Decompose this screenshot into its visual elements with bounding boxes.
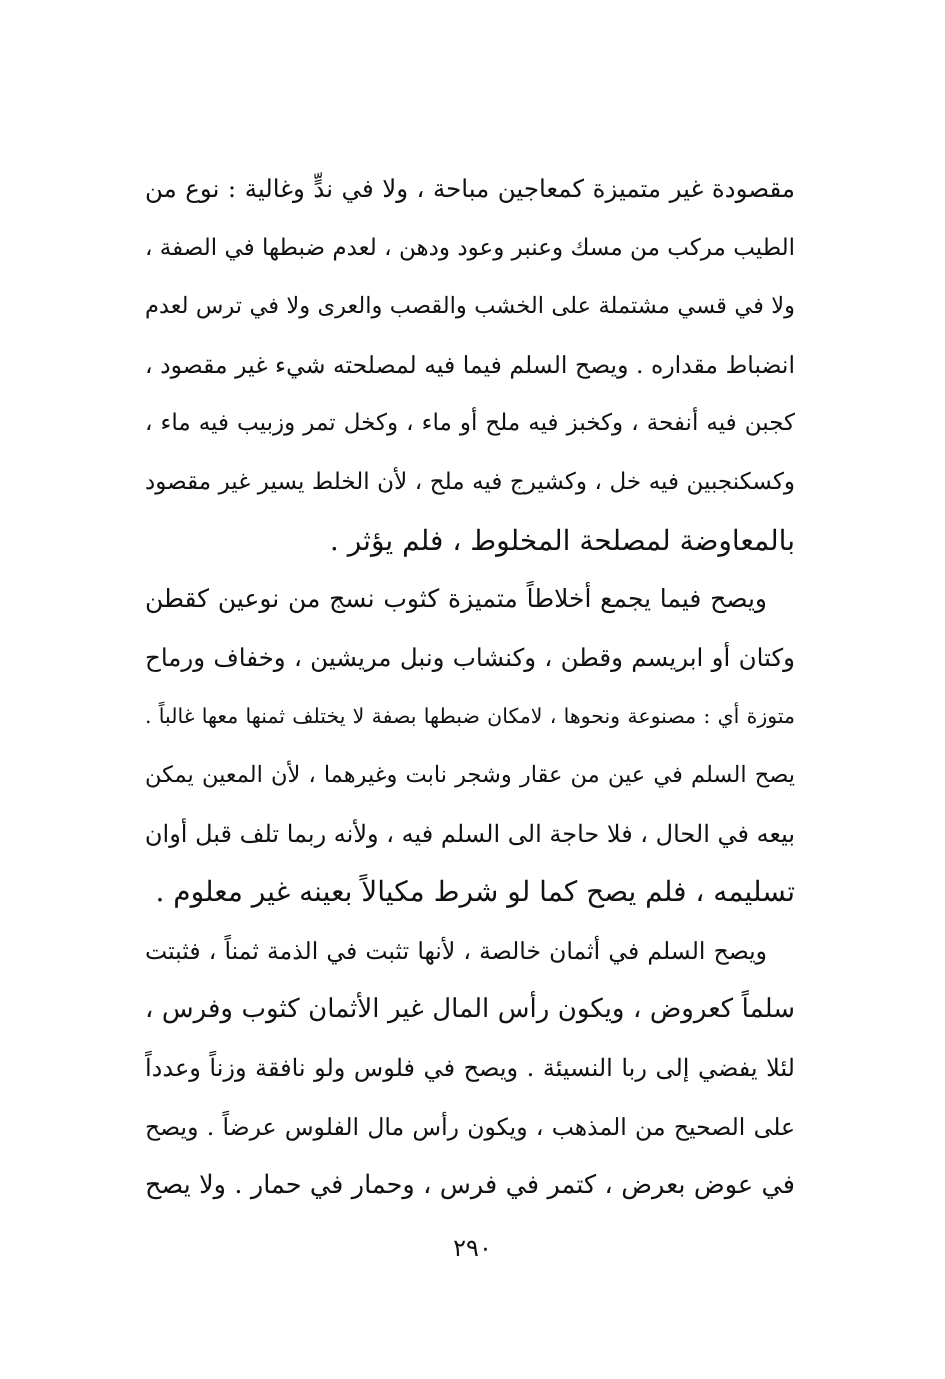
text-line: لئلا يفضي إلى ربا النسيئة . ويصح في فلوس ولو نافقة وزناً وعدداً xyxy=(145,1053,795,1082)
text-line: بالمعاوضة لمصلحة المخلوط ، فلم يؤثر . xyxy=(329,523,795,557)
text-line: ويصح فيما يجمع أخلاطاً متميزة كثوب نسج من نوعين كقطن xyxy=(145,584,767,614)
text-line: تسليمه ، فلم يصح كما لو شرط مكيالاً بعينه غير معلوم . xyxy=(155,875,795,909)
text-line: على الصحيح من المذهب ، ويكون رأس مال الفلوس عرضاً . ويصح xyxy=(145,1112,795,1141)
text-line: الطيب مركب من مسك وعنبر وعود ودهن ، لعدم ضبطها في الصفة ، xyxy=(145,234,795,261)
text-line: وكسكنجبين فيه خل ، وكشيرج فيه ملح ، لأن الخلط يسير غير مقصود xyxy=(145,468,795,495)
body-text xyxy=(145,160,795,1215)
page-number: ٢٩٠ xyxy=(453,1234,492,1262)
text-line: ولا في قسي مشتملة على الخشب والقصب والعرى ولا في ترس لعدم xyxy=(145,293,795,320)
text-line: متوزة أي : مصنوعة ونحوها ، لامكان ضبطها بصفة لا يختلف ثمنها معها غالباً . xyxy=(145,704,795,729)
text-line: يصح السلم في عين من عقار وشجر نابت وغيرهما ، لأن المعين يمكن xyxy=(145,761,795,788)
text-line: بيعه في الحال ، فلا حاجة الى السلم فيه ، ولأنه ربما تلف قبل أوان xyxy=(145,819,795,848)
text-line: انضباط مقداره . ويصح السلم فيما فيه لمصلحته شيء غير مقصود ، xyxy=(145,350,795,379)
text-line: كجبن فيه أنفحة ، وكخبز فيه ملح أو ماء ، وكخل تمر وزبيب فيه ماء ، xyxy=(145,410,795,437)
text-line: وكتان أو ابريسم وقطن ، وكنشاب ونبل مريشين ، وخفاف ورماح xyxy=(145,642,795,672)
text-line: ويصح السلم في أثمان خالصة ، لأنها تثبت في الذمة ثمناً ، فثبتت xyxy=(145,936,767,965)
text-line: في عوض بعرض ، كتمر في فرس ، وحمار في حمار . ولا يصح xyxy=(145,1170,795,1201)
text-line: سلماً كعروض ، ويكون رأس المال غير الأثمان كثوب وفرس ، xyxy=(145,994,795,1025)
text-line: مقصودة غير متميزة كمعاجين مباحة ، ولا في ندٍّ وغالية : نوع من xyxy=(145,174,795,203)
